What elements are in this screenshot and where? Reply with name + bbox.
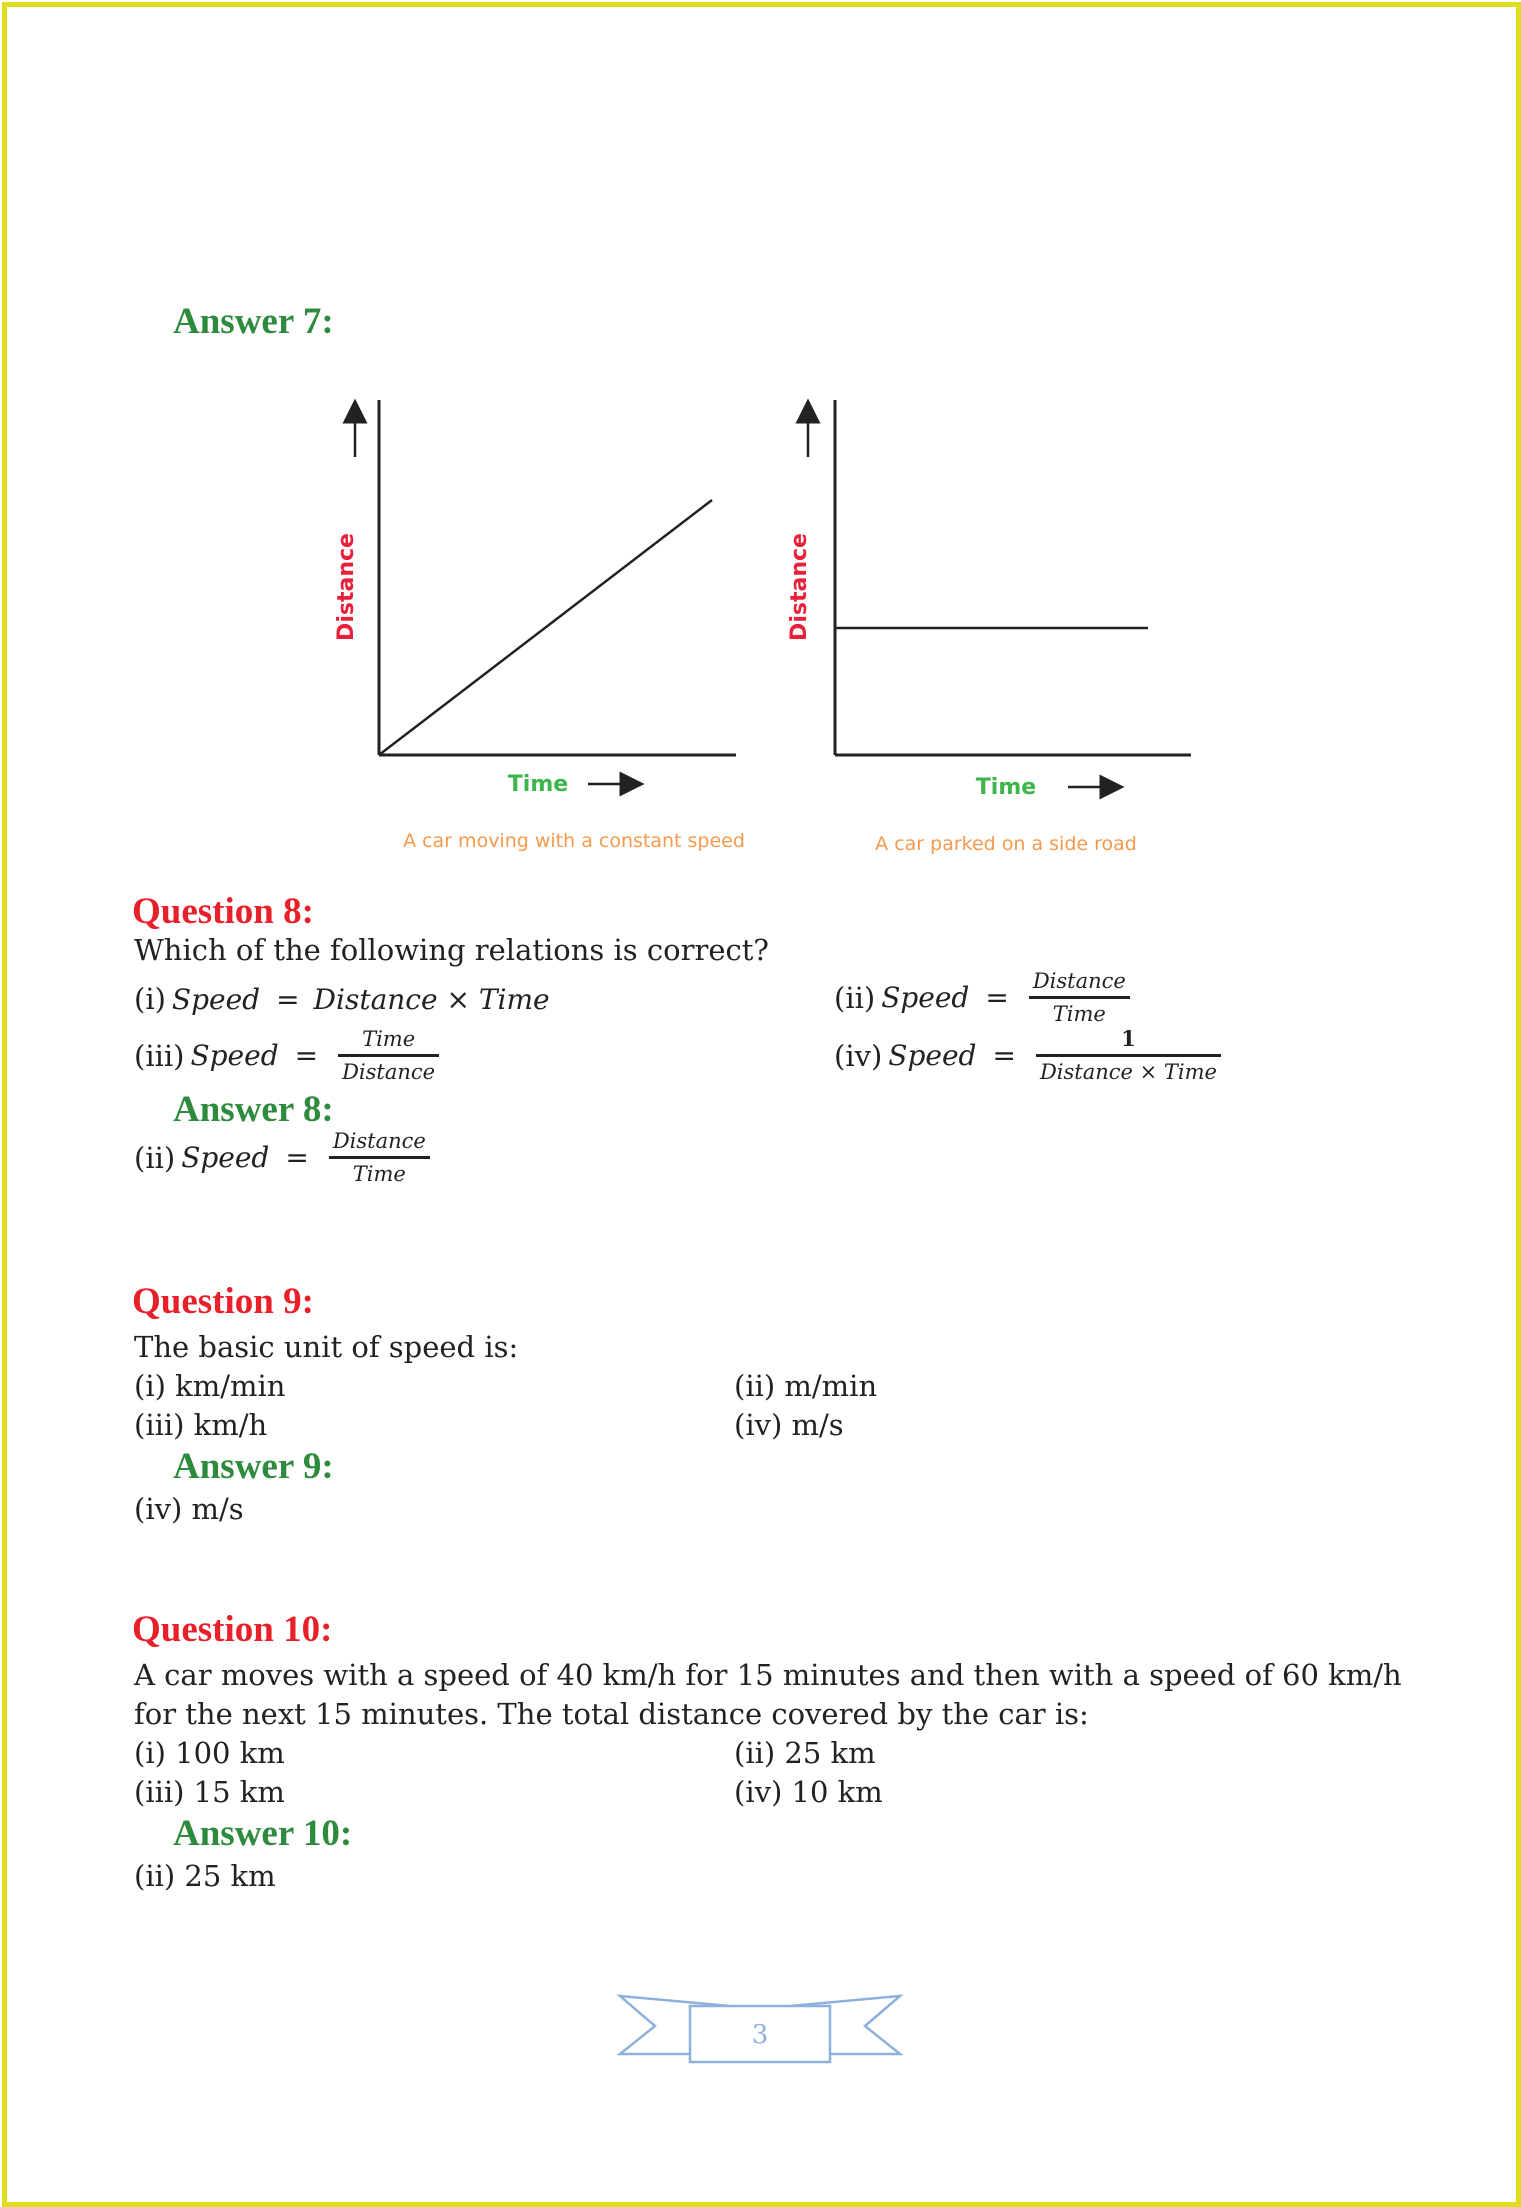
option-rhs: Distance × Time — [313, 982, 550, 1016]
graph1-y-label: Distance — [334, 533, 359, 641]
option-number: (iii) — [134, 1038, 185, 1073]
equals-sign: = — [985, 981, 1009, 1014]
equals-sign: = — [285, 1141, 309, 1174]
answer-7-graphs — [290, 385, 1230, 865]
option-number: (iv) — [834, 1038, 883, 1073]
denominator: Time — [1052, 1002, 1106, 1026]
fraction — [1036, 1024, 1221, 1087]
q9-option-1: (i) km/min — [134, 1369, 286, 1403]
fraction — [338, 1024, 439, 1087]
answer-8-heading: Answer 8: — [173, 1089, 334, 1130]
question-8-heading: Question 8: — [132, 891, 314, 932]
answer-10-heading: Answer 10: — [173, 1813, 353, 1854]
graph1-caption: A car moving with a constant speed — [403, 830, 745, 852]
graph1-distance-line — [379, 500, 712, 755]
option-lhs: Speed — [888, 1039, 977, 1072]
option-lhs: Speed — [181, 1141, 270, 1174]
graph2-x-label: Time — [975, 775, 1037, 800]
answer-9-heading: Answer 9: — [173, 1446, 334, 1487]
denominator: Distance — [342, 1060, 436, 1084]
graph-parked-car — [787, 400, 1191, 855]
option-number: (i) — [134, 982, 166, 1016]
q10-option-4: (iv) 10 km — [734, 1775, 883, 1809]
numerator: Distance — [332, 1129, 426, 1153]
q8-option-1 — [134, 982, 550, 1016]
q8-option-3 — [134, 1024, 439, 1087]
equals-sign: = — [992, 1039, 1016, 1072]
answer-7-heading: Answer 7: — [173, 301, 334, 342]
q8-option-4 — [834, 1024, 1221, 1087]
answer-9-text: (iv) m/s — [134, 1492, 244, 1526]
page-number: 3 — [751, 2020, 769, 2050]
graph-moving-car — [334, 400, 745, 852]
graph1-x-label: Time — [507, 772, 569, 797]
option-lhs: Speed — [190, 1039, 279, 1072]
page-number-ribbon — [615, 1990, 905, 2070]
fraction — [1029, 966, 1130, 1029]
denominator: Distance × Time — [1039, 1060, 1217, 1084]
q9-option-3: (iii) km/h — [134, 1408, 268, 1442]
question-9-heading: Question 9: — [132, 1281, 314, 1322]
graph2-y-label: Distance — [787, 533, 812, 641]
option-number: (ii) — [134, 1140, 176, 1175]
question-10-line-1: A car moves with a speed of 40 km/h for 15 minutes and then with a speed of 60 km/h — [134, 1658, 1402, 1692]
graph2-caption: A car parked on a side road — [875, 833, 1137, 855]
question-10-heading: Question 10: — [132, 1609, 333, 1650]
q10-option-3: (iii) 15 km — [134, 1775, 285, 1809]
numerator: Time — [362, 1027, 416, 1051]
option-lhs: Speed — [171, 982, 261, 1016]
option-number: (ii) — [834, 980, 876, 1015]
question-9-text: The basic unit of speed is: — [134, 1330, 519, 1364]
equals-sign: = — [294, 1039, 319, 1072]
q9-option-4: (iv) m/s — [734, 1408, 844, 1442]
fraction — [329, 1126, 430, 1189]
numerator: 1 — [1121, 1026, 1136, 1051]
option-lhs: Speed — [881, 981, 970, 1014]
q8-option-2 — [834, 966, 1130, 1029]
answer-8-text — [134, 1126, 430, 1189]
denominator: Time — [352, 1162, 406, 1186]
equals-sign: = — [276, 982, 300, 1016]
q9-option-2: (ii) m/min — [734, 1369, 878, 1403]
answer-10-text: (ii) 25 km — [134, 1859, 276, 1893]
q10-option-1: (i) 100 km — [134, 1736, 285, 1770]
numerator: Distance — [1032, 969, 1126, 993]
q10-option-2: (ii) 25 km — [734, 1736, 876, 1770]
question-10-line-2: for the next 15 minutes. The total distance covered by the car is: — [134, 1697, 1089, 1731]
question-8-text: Which of the following relations is correct? — [134, 933, 769, 967]
